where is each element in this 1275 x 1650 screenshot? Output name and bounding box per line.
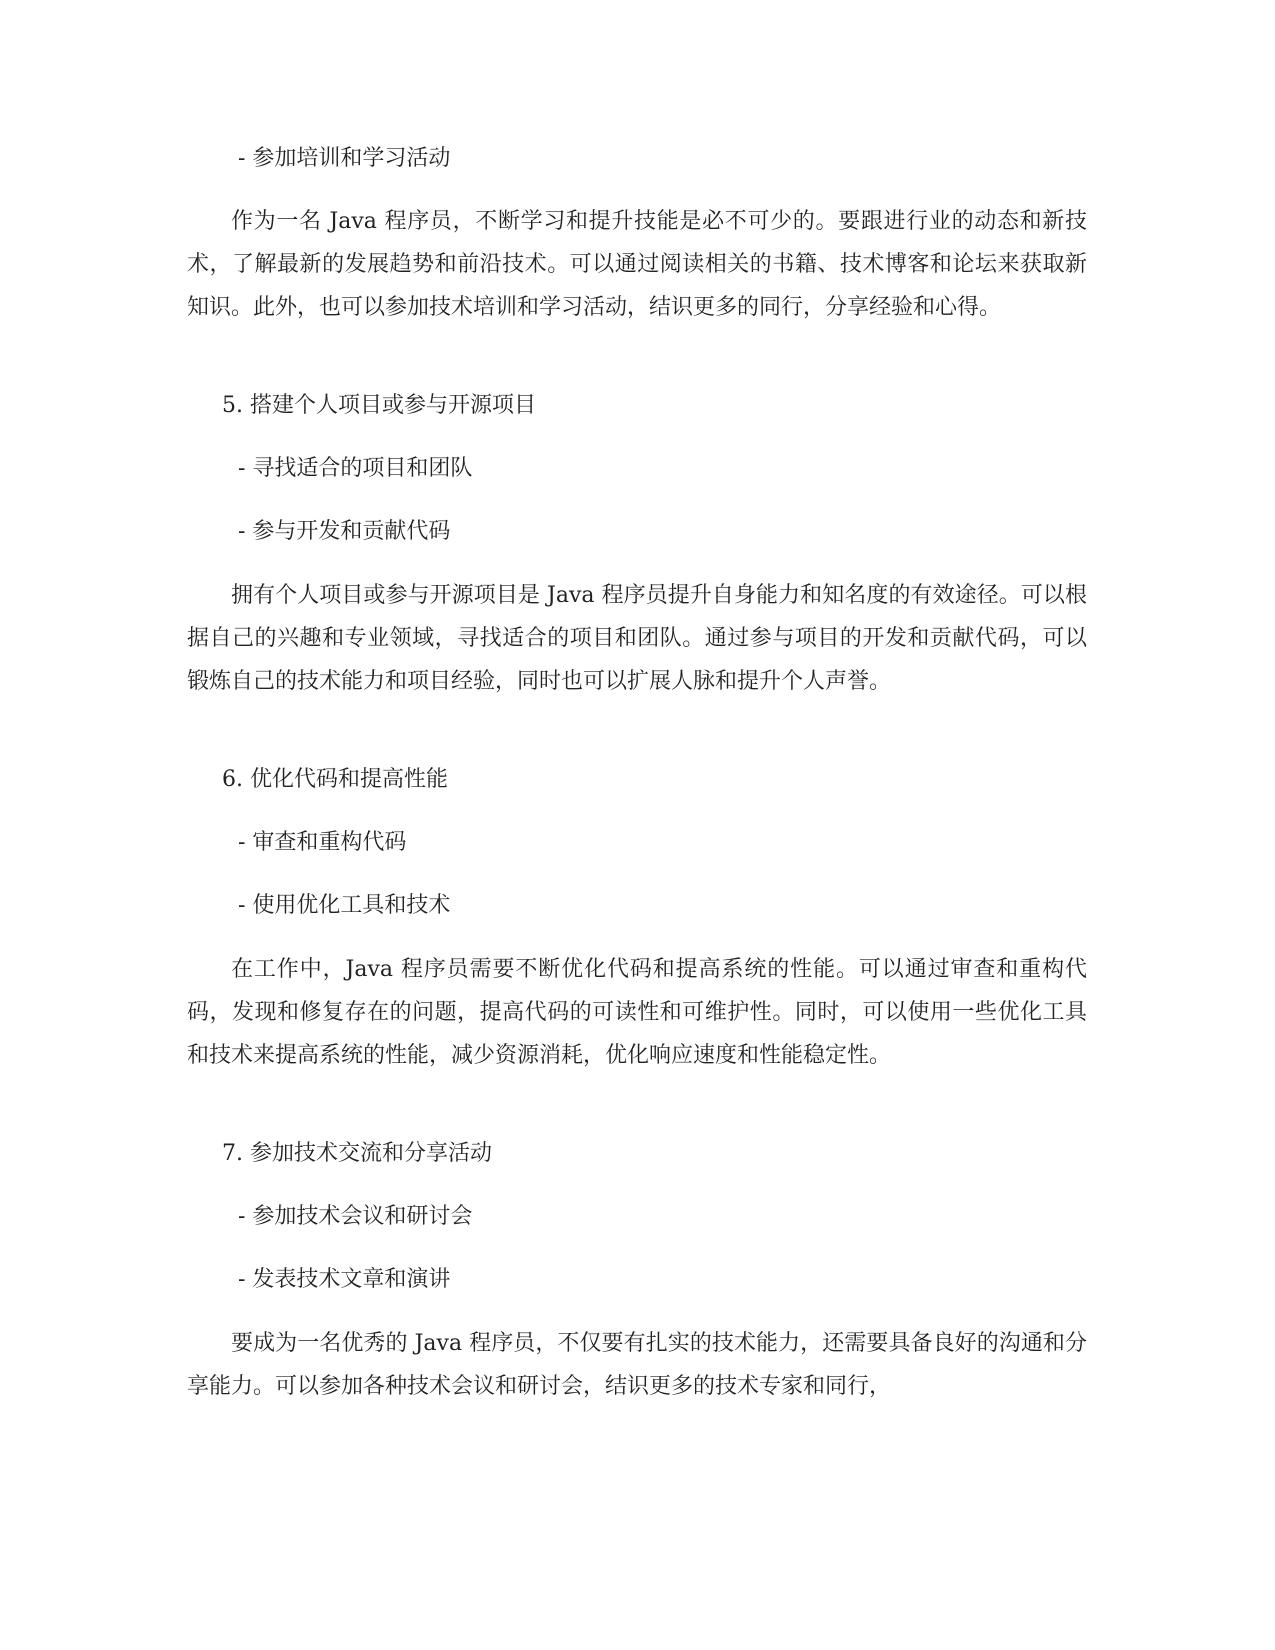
heading-optimize-code: 6. 优化代码和提高性能 [222,767,448,792]
bullet-review-refactor: - 审查和重构代码 [238,830,407,855]
paragraph-tech-exchange: 要成为一名优秀的 Java 程序员，不仅要有扎实的技术能力，还需要具备良好的沟通和分享能力。可以参加各种技术会议和研讨会，结识更多的技术专家和同行， [187,1331,1087,1399]
bullet-find-projects: - 寻找适合的项目和团队 [238,456,473,481]
bullet-optimization-tools: - 使用优化工具和技术 [238,893,451,918]
bullet-tech-conferences: - 参加技术会议和研讨会 [238,1204,473,1229]
bullet-training: - 参加培训和学习活动 [238,146,451,171]
bullet-publish-articles: - 发表技术文章和演讲 [238,1267,451,1292]
heading-tech-exchange: 7. 参加技术交流和分享活动 [222,1141,492,1166]
heading-personal-projects: 5. 搭建个人项目或参与开源项目 [222,393,536,418]
bullet-contribute-code: - 参与开发和贡献代码 [238,519,451,544]
paragraph-continuous-learning: 作为一名 Java 程序员，不断学习和提升技能是必不可少的。要跟进行业的动态和新技术，了解最新的发展趋势和前沿技术。可以通过阅读相关的书籍、技术博客和论坛来获取新知识。此外，也可以参加技术培训和学习活动，结识更多的同行，分享经验和心得。 [187,209,1087,320]
paragraph-personal-projects: 拥有个人项目或参与开源项目是 Java 程序员提升自身能力和知名度的有效途径。可以根据自己的兴趣和专业领域，寻找适合的项目和团队。通过参与项目的开发和贡献代码，可以锻炼自己的技术能力和项目经验，同时也可以扩展人脉和提升个人声誉。 [187,583,1087,694]
paragraph-optimize-code: 在工作中，Java 程序员需要不断优化代码和提高系统的性能。可以通过审查和重构代码，发现和修复存在的问题，提高代码的可读性和可维护性。同时，可以使用一些优化工具和技术来提高系统的性能，减少资源消耗，优化响应速度和性能稳定性。 [187,957,1087,1068]
